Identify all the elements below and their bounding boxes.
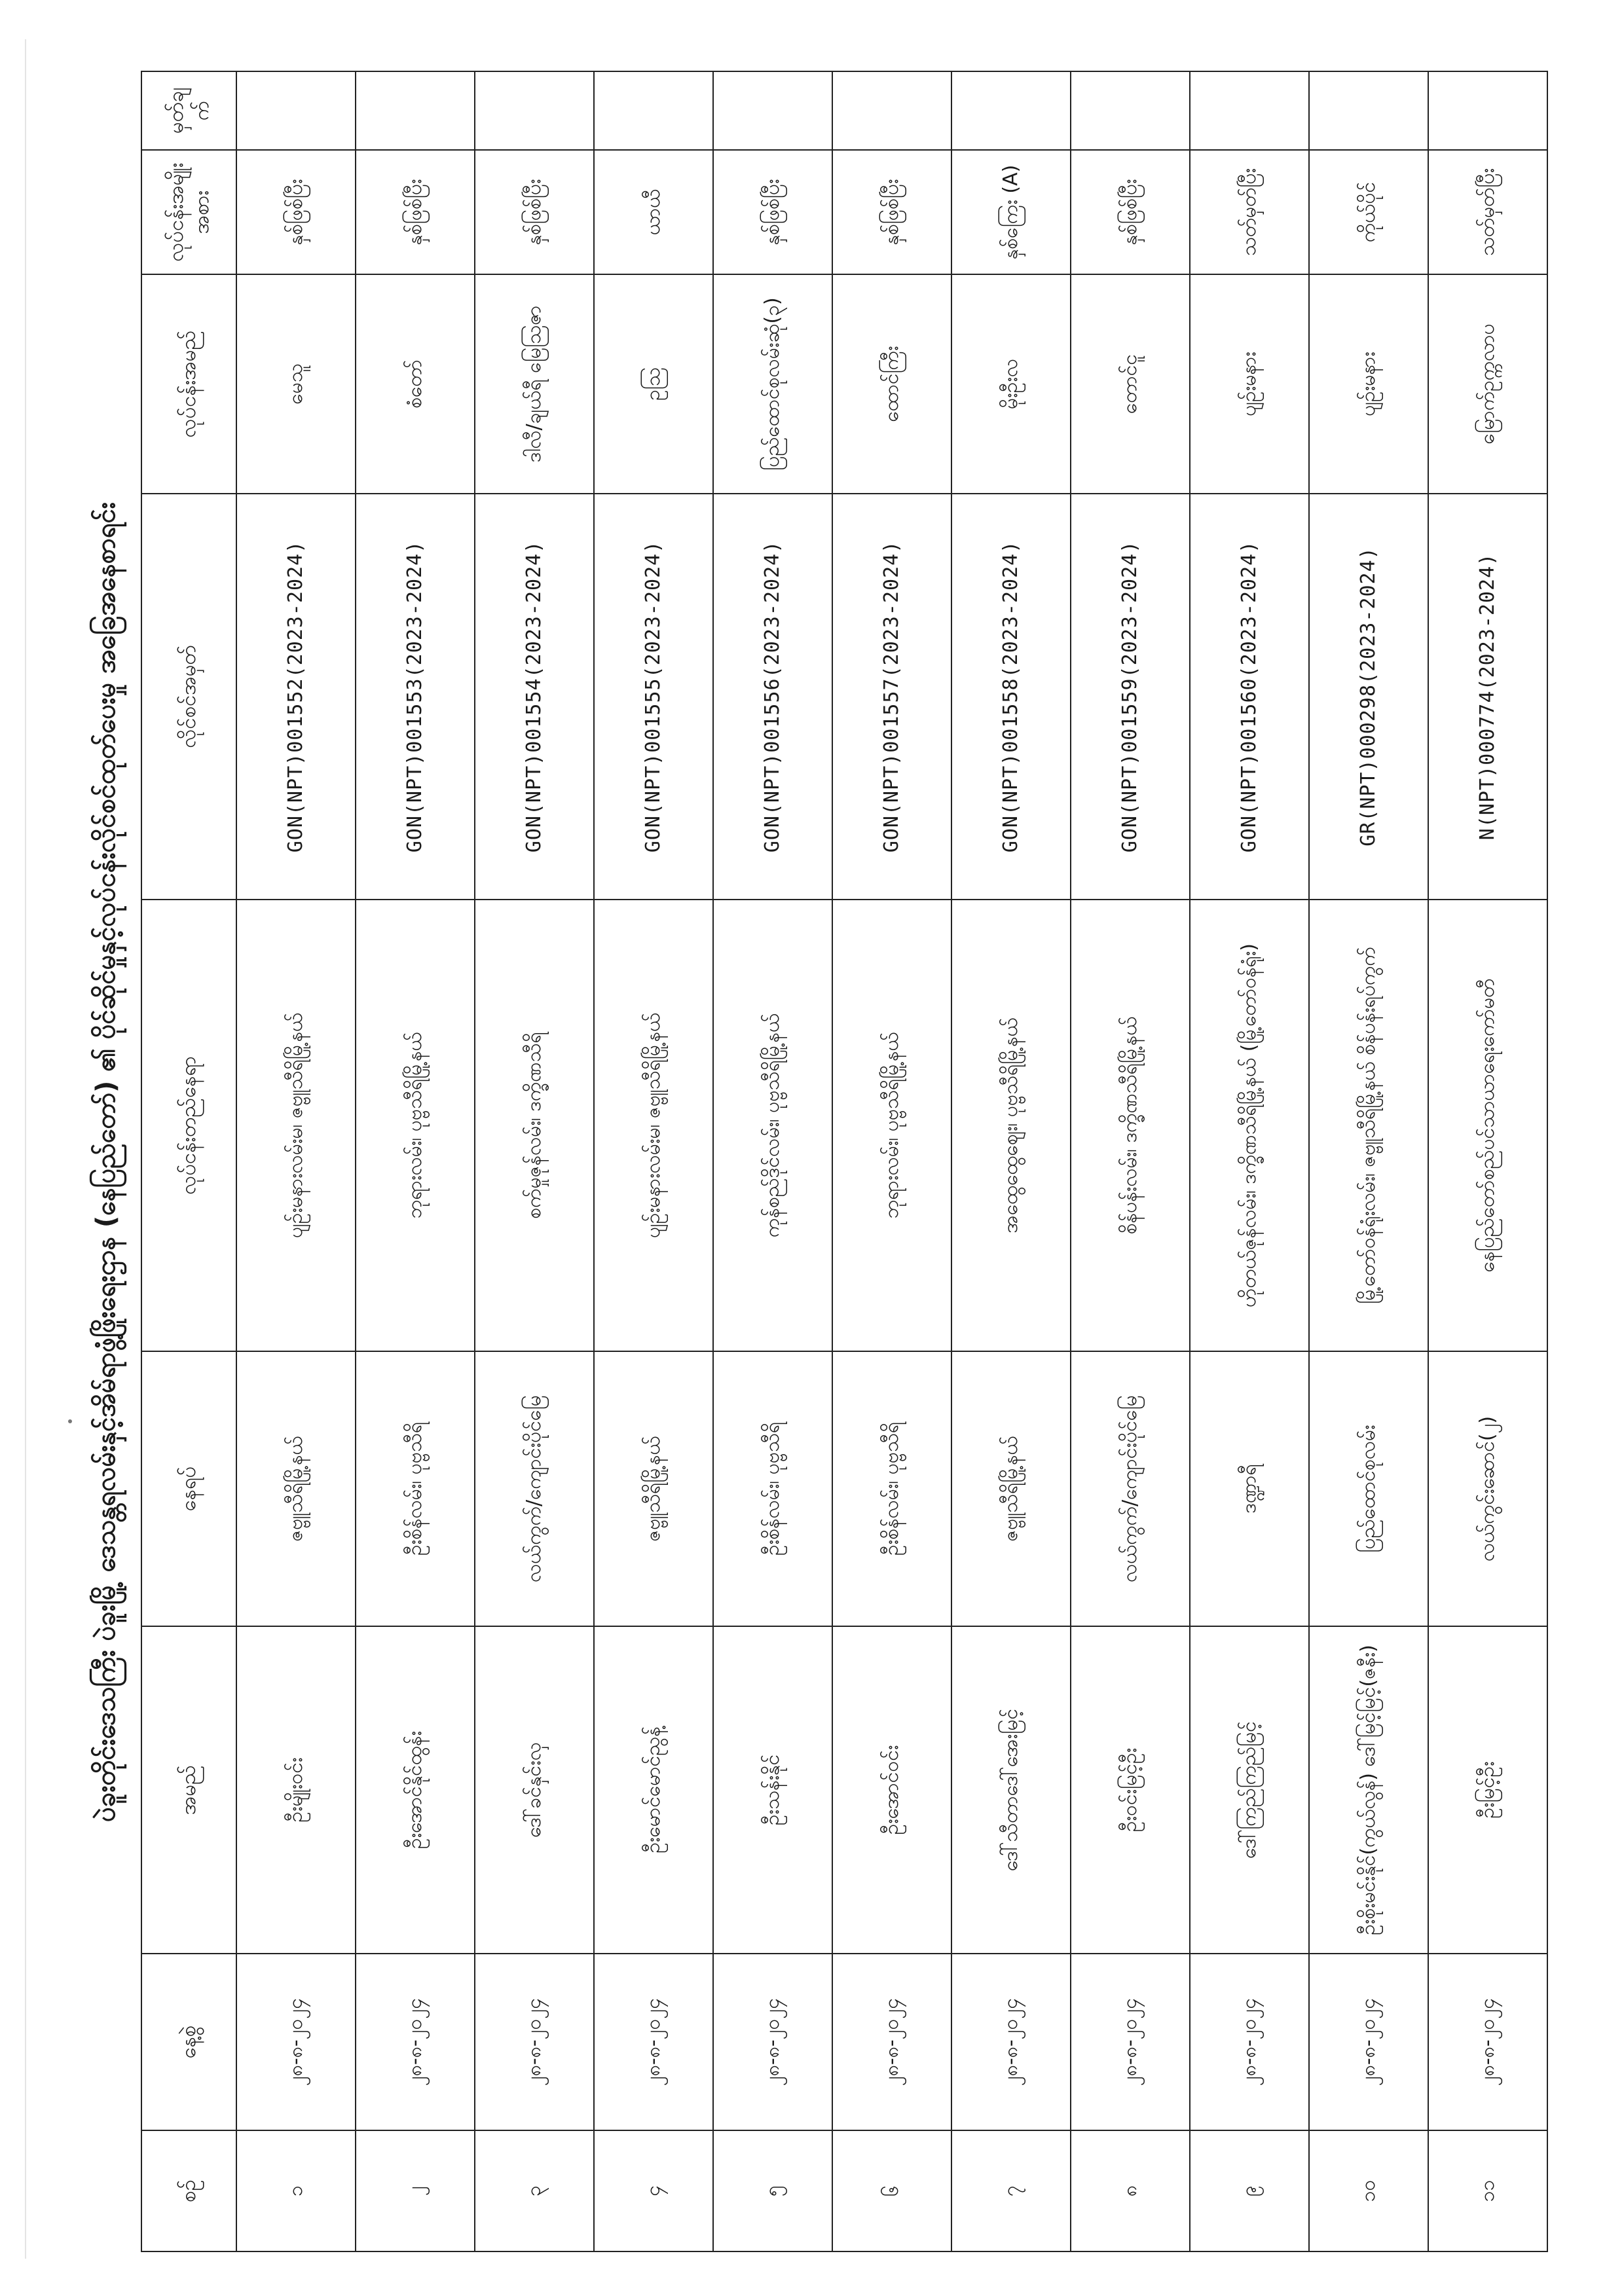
cell-address: လယ်ကွင်းဆောင်(၂) [1428, 1351, 1547, 1626]
cell-date: ၂၈-၈-၂၀၂၄ [713, 1954, 832, 2130]
cell-name: ဒေါ်သီတာဒေါ်အေးမြင့် [951, 1626, 1071, 1954]
cell-remark [1309, 71, 1428, 150]
cell-business-location: စက်မှုဇုန်လမ်း၊ ဒက္ခိဏသီရိ [475, 900, 594, 1351]
header-row [141, 71, 236, 2251]
cell-remark [236, 71, 356, 150]
header-business-type: လုပ်ငန်းအမျိုးအစား [141, 150, 236, 274]
cell-license-no: N(NPT)000774(2023-2024) [1428, 494, 1547, 900]
cell-no: ၄ [594, 2130, 713, 2251]
cell-remark [713, 71, 832, 150]
cell-date: ၂၈-၈-၂၀၂၄ [951, 1954, 1071, 2130]
cell-date: ၂၈-၈-၂၀၂၄ [1071, 1954, 1190, 2130]
cell-name: ဦးအောင်ဝင်း [832, 1626, 951, 1954]
cell-remark [1428, 71, 1547, 150]
cell-business-name: စံတော် [356, 274, 475, 494]
cell-license-no: GON(NPT)001557(2023-2024) [832, 494, 951, 900]
cell-license-no: GON(NPT)001560(2023-2024) [1190, 494, 1309, 900]
table-row [951, 71, 1071, 2251]
cell-business-location: စိန်ပန်းလမ်း၊ ဒက္ခိဏသီရိမြို့နယ် [1071, 900, 1190, 1351]
cell-address: ဦးစိန်လမ်း၊ ပုဗ္ဗသီရိ [356, 1351, 475, 1626]
cell-business-type: နှစ်ဖြစ်ပြီး [1071, 150, 1190, 274]
cell-date: ၂၈-၈-၂၀၂၄ [1309, 1954, 1428, 2130]
table-row [475, 71, 594, 2251]
table-row [1428, 71, 1547, 2251]
cell-date: ၂၈-၈-၂၀၂၄ [356, 1954, 475, 2130]
cell-name: ဒေါ်ကြည်ကြည်မြင့် [1190, 1626, 1309, 1954]
table-row [1190, 71, 1309, 2251]
cell-license-no: GR(NPT)000298(2023-2024) [1309, 494, 1428, 900]
cell-address: ပြည်ထောင်စုလမ်း [1309, 1351, 1428, 1626]
cell-no: ၈ [1071, 2130, 1190, 2251]
cell-no: ၃ [475, 2130, 594, 2251]
header-remark: မှတ်ချက် [141, 71, 236, 150]
cell-remark [951, 71, 1071, 150]
cell-license-no: GON(NPT)001555(2023-2024) [594, 494, 713, 900]
cell-address: လယ်ကွက်/ကျောင်းပိုင်မြေ [1071, 1351, 1190, 1626]
cell-no: ၅ [713, 2130, 832, 2251]
cell-address: ဇဗ္ဗူသီရိမြို့နယ် [236, 1351, 356, 1626]
cell-no: ၁ [236, 2130, 356, 2251]
cell-no: ၂ [356, 2130, 475, 2251]
header-address: နေရပ် [141, 1351, 236, 1626]
rotated-document [85, 72, 1552, 2252]
cell-business-name: ဥသြ [594, 274, 713, 494]
cell-business-location: ဘုရားလမ်း၊ ပုဗ္ဗသီရိမြို့နယ် [356, 900, 475, 1351]
cell-business-location: ဟိုတယ်ဇုန်လမ်း၊ ဒက္ခိဏသီရိမြို့နယ် (မြို့တော်ဝန်ရုံး) [1190, 900, 1309, 1351]
cell-address: ဇဗ္ဗူသီရိမြို့နယ် [951, 1351, 1071, 1626]
cell-business-location: မြို့တော်ဝန်ရုံးလမ်း၊ ဇဗ္ဗူသီရိမြို့နယ် စိန်ပန်းရပ်ကွက် [1309, 900, 1428, 1351]
cell-remark [356, 71, 475, 150]
cell-business-location: ဘုရားလမ်း၊ ပုဗ္ဗသီရိမြို့နယ် [832, 900, 951, 1351]
cell-license-no: GON(NPT)001556(2023-2024) [713, 494, 832, 900]
cell-no: ၉ [1190, 2130, 1309, 2251]
cell-business-name: ပျဉ်းမနား [1309, 274, 1428, 494]
cell-business-name: ပျဉ်းမနား [1190, 274, 1309, 494]
header-business-name: လုပ်ငန်းအမည် [141, 274, 236, 494]
cell-address: လယ်ကွက်/ကျောင်းပိုင်မြေ [475, 1351, 594, 1626]
cell-business-location: ကုန်စည်ဒိုင်လမ်း၊ ပုဗ္ဗသီရိမြို့နယ် [713, 900, 832, 1351]
cell-remark [832, 71, 951, 150]
cell-name: ဦးသန်းနိုင် [713, 1626, 832, 1954]
cell-business-type: သတ်မှတ်ပြီး [1190, 150, 1309, 274]
table-row [356, 71, 475, 2251]
header-name: အမည် [141, 1626, 236, 1954]
cell-license-no: GON(NPT)001558(2023-2024) [951, 494, 1071, 900]
cell-date: ၂၈-၈-၂၀၂၄ [594, 1954, 713, 2130]
records-table [141, 71, 1548, 2252]
table-row [594, 71, 713, 2251]
header-date: နေ့စွဲ [141, 1954, 236, 2130]
cell-business-name: မေသူ [236, 274, 356, 494]
cell-name: ဦးဝင်းမြင့်ဦး [1071, 1626, 1190, 1954]
cell-business-location: ပျဉ်းမနားလမ်းမ၊ ဇဗ္ဗူသီရိမြို့နယ် [594, 900, 713, 1351]
stray-dot [68, 1419, 72, 1423]
cell-business-name: မြောက်ဥက္ကလာပ [1428, 274, 1547, 494]
cell-no: ၆ [832, 2130, 951, 2251]
cell-name: ဦးစိုးမင်းနိုင်(ကွယ်လွန်) ဒေါ်မြင့်မြင့်(ဇနီး) [1309, 1626, 1428, 1954]
cell-license-no: GON(NPT)001553(2023-2024) [356, 494, 475, 900]
cell-address: ဦးစိန်လမ်း၊ ပုဗ္ဗသီရိ [713, 1351, 832, 1626]
cell-business-type: နှစ်ကြေး (A) [951, 150, 1071, 274]
cell-address: ဇဗ္ဗူသီရိမြို့နယ် [594, 1351, 713, 1626]
cell-no: ၇ [951, 2130, 1071, 2251]
document-title: ပဲခူးတိုင်းဒေသကြီး ပဲခူးမြို့ ဒေသန္တရလမ်းနှင့်အိမ်ရာဖွံ့ဖြိုးရေးဌာန (နေပြည်တော်) ၏ ပိုင်ဆိုင်မှုနှင့်လုပ်ငန်းလိုင်စင်ထုတ်ပေးမှု အခြေအနေစာရင်း [90, 502, 121, 1822]
cell-business-type: နှစ်ဖြစ်ပြီး [356, 150, 475, 274]
cell-name: ဦးအောင်နိုင်ထွန်း [356, 1626, 475, 1954]
cell-remark [1071, 71, 1190, 150]
cell-address: ဒဏ္ဍာရီ [1190, 1351, 1309, 1626]
cell-date: ၂၈-၈-၂၀၂၄ [832, 1954, 951, 2130]
cell-business-type: သတ်မှတ်ပြီး [1428, 150, 1547, 274]
table-row [713, 71, 832, 2251]
cell-no: ၁၀ [1309, 2130, 1428, 2251]
cell-date: ၂၈-၈-၂၀၂၄ [1190, 1954, 1309, 2130]
cell-license-no: GON(NPT)001559(2023-2024) [1071, 494, 1190, 900]
cell-name: ဦးမြင့်ဦး [1428, 1626, 1547, 1954]
cell-business-type: နှစ်ဖြစ်ပြီး [236, 150, 356, 274]
cell-business-type: နှစ်ဖြစ်ပြီး [832, 150, 951, 274]
cell-business-name: မိုးဦးလ [951, 274, 1071, 494]
cell-remark [594, 71, 713, 150]
header-no: စဉ် [141, 2130, 236, 2251]
cell-business-type: ကိုယ်ပိုင် [1309, 150, 1428, 274]
cell-business-type: ယာယီ [594, 150, 713, 274]
cell-date: ၂၈-၈-၂၀၂၄ [475, 1954, 594, 2130]
cell-business-location: အထွေထွေဈေး၊ ပုဗ္ဗသီရိမြို့နယ် [951, 900, 1071, 1351]
cell-license-no: GON(NPT)001554(2023-2024) [475, 494, 594, 900]
cell-business-location: ပျဉ်းမနားလမ်းမ၊ ဇဗ္ဗူသီရိမြို့နယ် [236, 900, 356, 1351]
cell-business-name: တောင်ငူ [1071, 274, 1190, 494]
cell-business-type: နှစ်ဖြစ်ပြီး [713, 150, 832, 274]
cell-business-type: နှစ်ဖြစ်ပြီး [475, 150, 594, 274]
table-row [1309, 71, 1428, 2251]
cell-name: ဦးမောင်မောင်ညွန့် [594, 1626, 713, 1954]
cell-name: ဒေါ်ခင်နှင်းလှ [475, 1626, 594, 1954]
cell-license-no: GON(NPT)001552(2023-2024) [236, 494, 356, 900]
table-row [832, 71, 951, 2251]
cell-address: ဦးစိန်လမ်း၊ ပုဗ္ဗသီရိ [832, 1351, 951, 1626]
header-business-location: လုပ်ငန်းတည်နေရာ [141, 900, 236, 1351]
cell-no: ၁၁ [1428, 2130, 1547, 2251]
cell-date: ၂၈-၈-၂၀၂၄ [236, 1954, 356, 2130]
page-edge [25, 39, 26, 2259]
cell-remark [475, 71, 594, 150]
cell-date: ၂၈-၈-၂၀၂၄ [1428, 1954, 1547, 2130]
cell-business-name: ထောင်ကြီး [832, 274, 951, 494]
cell-business-name: ဒါလီ/ချယ်ရီ မြေဩဇာ [475, 274, 594, 494]
cell-business-name: ပြည်ထောင်စုလမ်းဆုံ(၃) [713, 274, 832, 494]
cell-business-location: နေပြည်တော်စည်ပင်သာယာရေးကော်မတီ [1428, 900, 1547, 1351]
header-license-no: လိုင်စင်အမှတ် [141, 494, 236, 900]
cell-name: ဦးမျိုးဝင်း [236, 1626, 356, 1954]
table-row [1071, 71, 1190, 2251]
cell-remark [1190, 71, 1309, 150]
table-row [236, 71, 356, 2251]
